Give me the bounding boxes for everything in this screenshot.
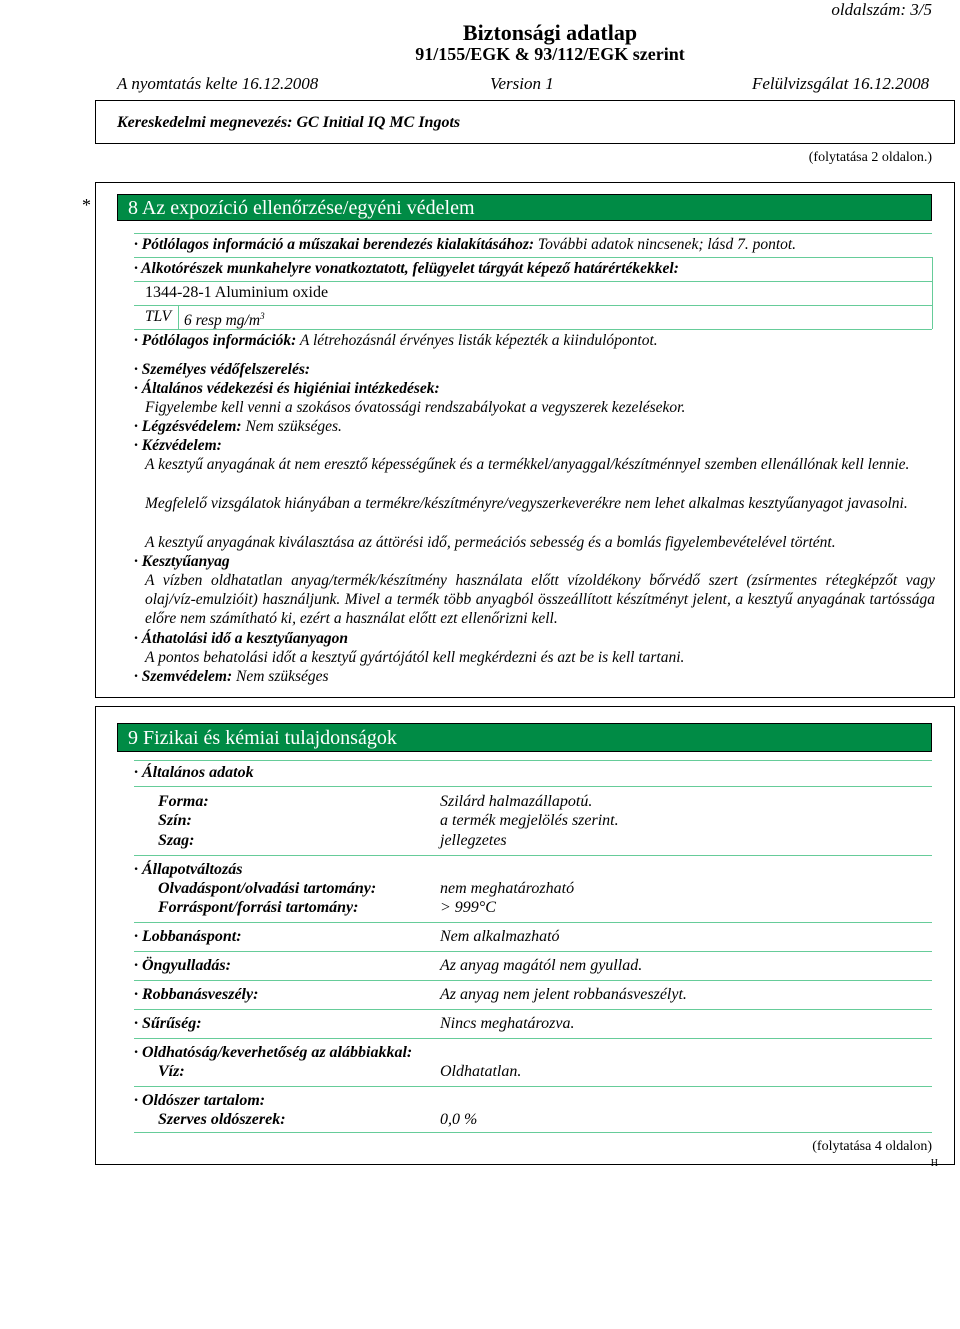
rule [134,329,932,330]
rule [134,786,932,787]
hand-text-1: A kesztyű anyagának át nem eresztő képességűnek és a termékkel/anyaggal/készítménnyel szemben ellenállónak kell lennie. [145,456,910,473]
eye-protection-label: · Szemvédelem: [134,668,233,685]
tech-info-value: További adatok nincsenek; lásd 7. pontot. [534,236,797,253]
trade-name: Kereskedelmi megnevezés: GC Initial IQ MC Ingots [117,114,461,131]
explosion-label: · Robbanásveszély: [134,986,259,1003]
flash-point-label: · Lobbanáspont: [134,928,242,945]
rule [178,305,179,329]
rule [134,1132,932,1133]
ignition-label: · Öngyulladás: [134,957,231,974]
rule [134,951,932,952]
melting-label: Olvadáspont/olvadási tartomány: [158,880,377,897]
change-asterisk: * [82,195,91,215]
boiling-label: Forráspont/forrási tartomány: [158,899,359,916]
footer-mark: H [930,1158,938,1169]
rule [134,1086,932,1087]
continued-to: (folytatása 4 oldalon) [812,1139,932,1154]
respiratory-value: Nem szükséges. [241,418,342,435]
hygiene-text: Figyelembe kell venni a szokásos óvatossági rendszabályokat a vegyszerek kezelésekor. [145,399,686,416]
rule [134,1038,932,1039]
ignition-value: Az anyag magától nem gyullad. [440,957,643,974]
document-subtitle: 91/155/EGK & 93/112/EGK szerint [415,44,685,64]
document-title: Biztonsági adatlap [462,20,638,45]
glove-material-label: · Kesztyűanyag [134,553,230,570]
flash-point-value: Nem alkalmazható [440,928,560,945]
extra-info [134,331,658,350]
organic-solvent-value: 0,0 % [440,1111,478,1128]
continued-from: (folytatása 2 oldalon.) [808,150,932,165]
form-label: Forma: [158,793,209,810]
rule [134,257,932,258]
hand-text-3: A kesztyű anyagának kiválasztása az áttörési idő, permeációs sebesség és a bomlás figyelembevételével történt. [145,534,836,551]
permeation-label: · Áthatolási idő a kesztyűanyagon [134,630,349,647]
solubility-label: · Oldhatóság/keverhetőség az alábbiakkal: [134,1044,413,1061]
explosion-value: Az anyag nem jelent robbanásveszélyt. [440,986,687,1003]
organic-solvent-label: Szerves oldószerek: [158,1111,286,1128]
section8-title: 8 Az expozíció ellenőrzése/egyéni védelem [117,194,932,221]
water-label: Víz: [158,1063,185,1080]
version: Version 1 [490,74,554,93]
tlv-label: TLV [145,308,172,325]
glove-material-text: A vízben oldhatatlan anyag/termék/készítmény használata előtt vízoldékony bőrvédő szert (zsírmentes rétegképzőt vagy olaj/víz-emulzióit) használjunk. Mivel a termék több anyagból összeállított készítményt jelent, a kesztyű anyagának tartóssága előre nem számítható ki, ezért a használat előtt ezt ellenőrizni kell. [145,572,935,627]
density-label: · Sűrűség: [134,1015,202,1032]
hygiene-label: · Általános védekezési és higiéniai intézkedések: [134,380,440,397]
color-value: a termék megjelölés szerint. [440,812,619,829]
print-date: A nyomtatás kelte 16.12.2008 [117,74,319,93]
eye-protection-value: Nem szükséges [232,668,329,685]
odor-label: Szag: [158,832,195,849]
extra-info-value: A létrehozásnál érvényes listák képezték a kiindulópontot. [296,332,658,349]
tech-info [134,235,796,254]
tech-info-label: · Pótlólagos információ a műszakai berendezés kialakításához: [134,236,535,253]
tlv-superscript: 3 [260,311,265,321]
rule [134,855,932,856]
tlv-value-text: 6 resp mg/m [184,312,261,330]
general-data-label: · Általános adatok [134,764,254,781]
color-label: Szín: [158,812,192,829]
form-value: Szilárd halmazállapotú. [440,793,593,810]
eye-protection [134,667,329,686]
rule [932,257,933,329]
state-change-label: · Állapotváltozás [134,861,243,878]
rule [134,305,932,306]
permeation-text: A pontos behatolási időt a kesztyű gyártójától kell megkérdezni és azt be is kell tartani. [145,649,685,666]
rule [134,760,932,761]
melting-value: nem meghatározható [440,880,575,897]
hand-label: · Kézvédelem: [134,437,222,454]
water-value: Oldhatatlan. [440,1063,522,1080]
respiratory-label: · Légzésvédelem: [134,418,242,435]
hand-text-2: Megfelelő vizsgálatok hiányában a termékre/készítményre/vegyszerkeverékre nem lehet alkalmas kesztyűanyagot javasolni. [145,495,908,512]
respiratory [134,417,342,436]
tlv-value [184,307,265,330]
page-number: oldalszám: 3/5 [831,0,932,19]
odor-value: jellegzetes [440,832,507,849]
section9-title: 9 Fizikai és kémiai tulajdonságok [117,723,932,752]
rule [134,980,932,981]
rule [134,281,932,282]
solvent-label: · Oldószer tartalom: [134,1092,266,1109]
rule [134,1009,932,1010]
revision-date: Felülvizsgálat 16.12.2008 [752,74,930,93]
rule [134,922,932,923]
limits-label: · Alkotórészek munkahelyre vonatkoztatott, felügyelet tárgyát képező határértékekkel: [134,260,679,277]
ppe-label: · Személyes védőfelszerelés: [134,361,311,378]
extra-info-label: · Pótlólagos információk: [134,332,297,349]
rule [134,233,932,234]
boiling-value: > 999°C [440,899,496,916]
substance-name: 1344-28-1 Aluminium oxide [145,284,329,301]
density-value: Nincs meghatározva. [440,1015,575,1032]
